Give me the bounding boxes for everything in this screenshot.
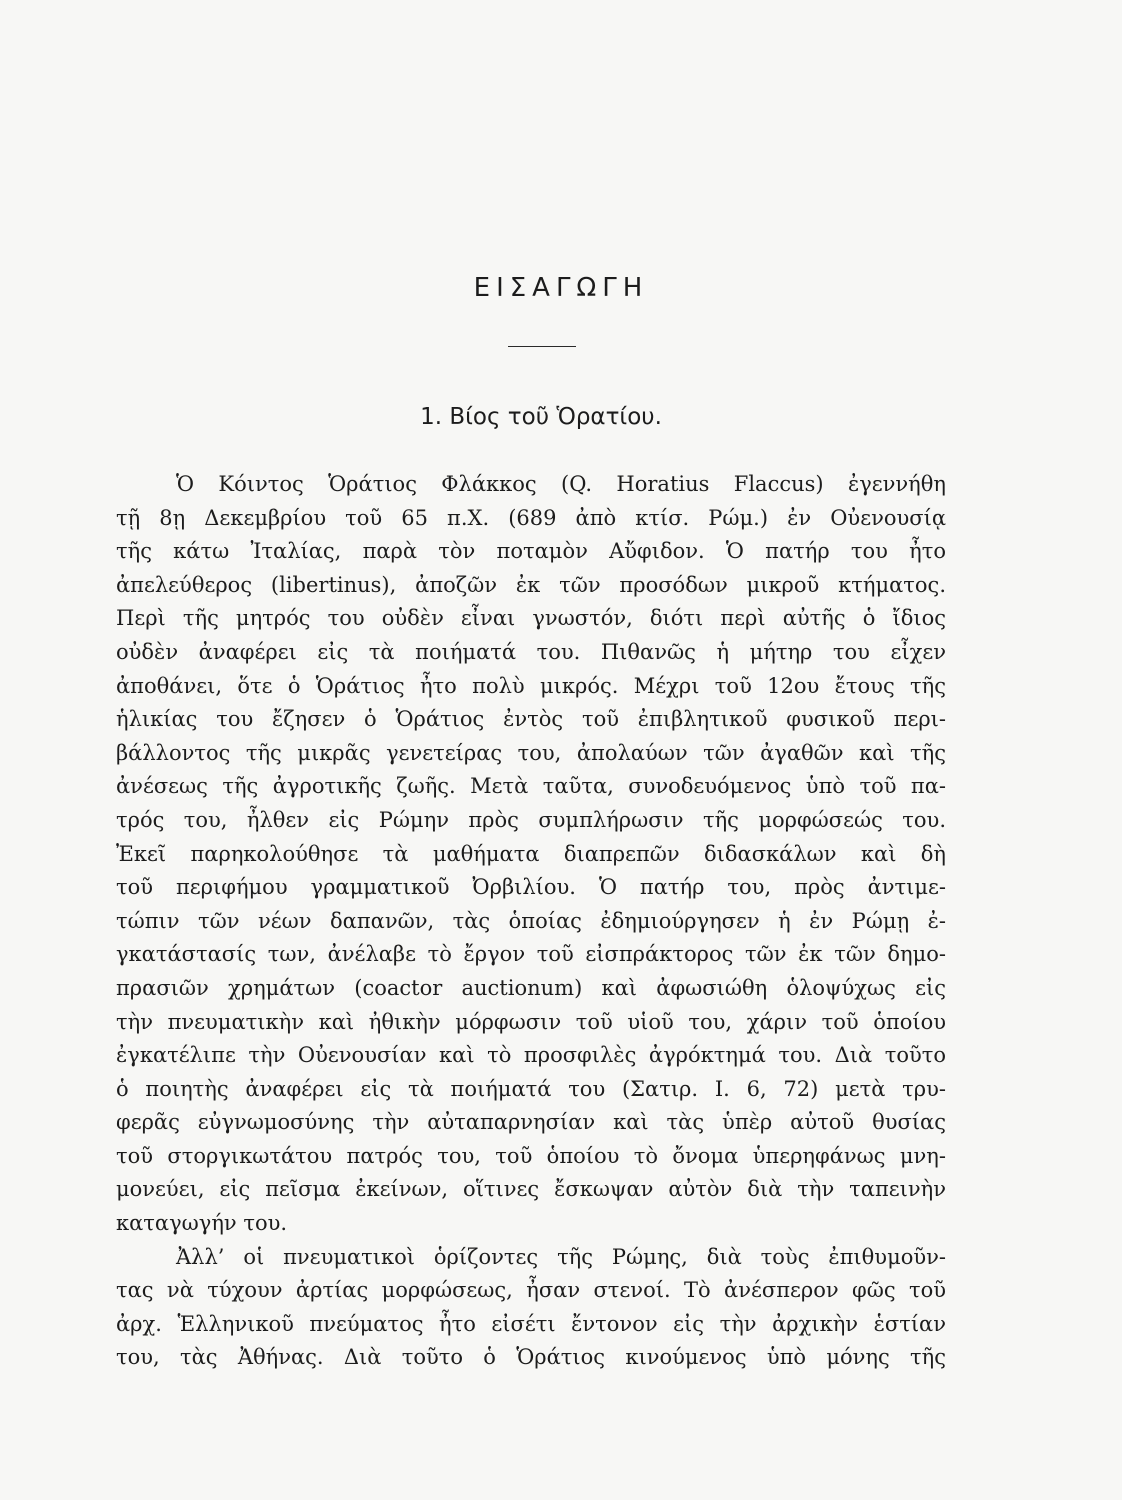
text-line: τῇ 8ῃ Δεκεμβρίου τοῦ 65 π.Χ. (689 ἀπὸ κτίσ. Ρώμ.) ἐν Οὐενουσίᾳ: [116, 505, 946, 530]
text-line: τοῦ στοργικωτάτου πατρός του, τοῦ ὁποίου τὸ ὄνομα ὑπερηφάνως μνη-: [116, 1143, 946, 1168]
text-line: Περὶ τῆς μητρός του οὐδὲν εἶναι γνωστόν, διότι περὶ αὐτῆς ὁ ἴδιος: [116, 606, 946, 631]
text-line: γκατάστασίς των, ἀνέλαβε τὸ ἔργον τοῦ εἰσπράκτορος τῶν ἐκ τῶν δημο-: [116, 942, 946, 967]
paragraph-end-line: καταγωγήν του.: [116, 1211, 288, 1236]
title-divider: [508, 346, 576, 347]
text-line: τώπιν τῶν νέων δαπανῶν, τὰς ὁποίας ἐδημιούργησεν ἡ ἐν Ρώμῃ ἐ-: [116, 908, 946, 933]
text-line: οὐδὲν ἀναφέρει εἰς τὰ ποιήματά του. Πιθανῶς ἡ μήτηρ του εἶχεν: [116, 639, 946, 664]
text-line: τρός του, ἦλθεν εἰς Ρώμην πρὸς συμπλήρωσιν τῆς μορφώσεώς του.: [116, 807, 946, 832]
body-text: [116, 468, 946, 1375]
text-line: ἀρχ. Ἑλληνικοῦ πνεύματος ἦτο εἰσέτι ἔντονον εἰς τὴν ἀρχικὴν ἑστίαν: [116, 1311, 946, 1336]
text-line: ἀπελεύθερος (libertinus), ἀποζῶν ἐκ τῶν προσόδων μικροῦ κτήματος.: [116, 572, 946, 597]
text-line: ἀποθάνει, ὅτε ὁ Ὁράτιος ἦτο πολὺ μικρός. Μέχρι τοῦ 12ου ἔτους τῆς: [116, 673, 946, 698]
text-line: Ὁ Κόιντος Ὁράτιος Φλάκκος (Q. Horatius Flaccus) ἐγεννήθη: [176, 472, 946, 496]
text-line: ἡλικίας του ἔζησεν ὁ Ὁράτιος ἐντὸς τοῦ ἐπιβλητικοῦ φυσικοῦ περι-: [116, 707, 946, 732]
text-line: τας νὰ τύχουν ἀρτίας μορφώσεως, ἦσαν στενοί. Τὸ ἀνέσπερον φῶς τοῦ: [116, 1278, 946, 1303]
text-line: ἐγκατέλιπε τὴν Οὐενουσίαν καὶ τὸ προσφιλὲς ἀγρόκτημά του. Διὰ τοῦτο: [116, 1043, 946, 1068]
chapter-title: ΕΙΣΑΓΩΓΗ: [473, 273, 649, 303]
text-line: τῆς κάτω Ἰταλίας, παρὰ τὸν ποταμὸν Αὔφιδον. Ὁ πατήρ του ἦτο: [116, 539, 946, 564]
text-line: ἀνέσεως τῆς ἀγροτικῆς ζωῆς. Μετὰ ταῦτα, συνοδευόμενος ὑπὸ τοῦ πα-: [116, 774, 946, 799]
text-line: τὴν πνευματικὴν καὶ ἠθικὴν μόρφωσιν τοῦ υἱοῦ του, χάριν τοῦ ὁποίου: [116, 1009, 946, 1034]
text-line: ὁ ποιητὴς ἀναφέρει εἰς τὰ ποιήματά του (Σατιρ. I. 6, 72) μετὰ τρυ-: [116, 1076, 946, 1101]
text-line: πρασιῶν χρημάτων (coactor auctionum) καὶ ἀφωσιώθη ὁλοψύχως εἰς: [116, 975, 946, 1000]
text-line: Ἀλλ’ οἱ πνευματικοὶ ὁρίζοντες τῆς Ρώμης, διὰ τοὺς ἐπιθυμοῦν-: [176, 1244, 946, 1269]
text-line: μονεύει, εἰς πεῖσμα ἐκείνων, οἵτινες ἔσκωψαν αὐτὸν διὰ τὴν ταπεινὴν: [116, 1177, 946, 1202]
text-line: του, τὰς Ἀθήνας. Διὰ τοῦτο ὁ Ὁράτιος κινούμενος ὑπὸ μόνης τῆς: [116, 1345, 946, 1370]
text-line: τοῦ περιφήμου γραμματικοῦ Ὀρβιλίου. Ὁ πατήρ του, πρὸς ἀντιμε-: [116, 875, 946, 900]
text-line: Ἐκεῖ παρηκολούθησε τὰ μαθήματα διαπρεπῶν διδασκάλων καὶ δὴ: [116, 841, 946, 866]
section-heading: 1. Βίος τοῦ Ὁρατίου.: [420, 404, 662, 430]
text-line: φερᾶς εὐγνωμοσύνης τὴν αὐταπαρνησίαν καὶ τὰς ὑπὲρ αὐτοῦ θυσίας: [116, 1110, 946, 1135]
text-line: βάλλοντος τῆς μικρᾶς γενετείρας του, ἀπολαύων τῶν ἀγαθῶν καὶ τῆς: [116, 740, 946, 765]
